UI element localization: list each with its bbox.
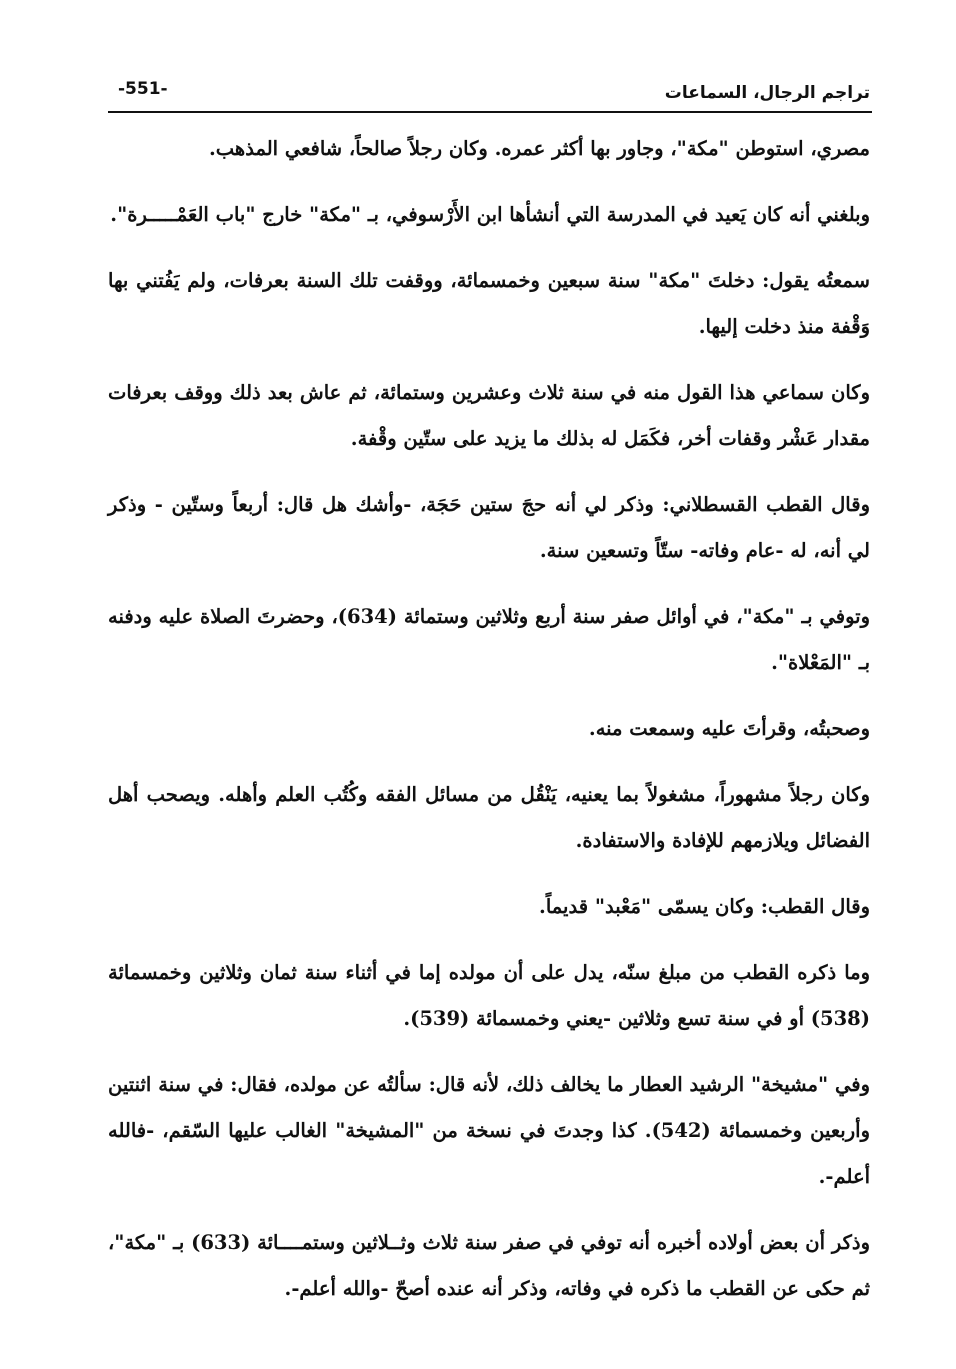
running-header (108, 70, 870, 114)
paragraph-12: وذكر أن بعض أولاده أخبره أنه توفي في صفر سنة ثلاث وثــلاثين وستمــــائة (633) بـ "مكة"، ثم حكى عن القطب ما ذكره في وفاته، وذكر أنه عنده أصحّ -والله أعلم-. (108, 1231, 871, 1300)
paragraph-2: وبلغني أنه كان يَعيد في المدرسة التي أنشأها ابن الأَرْسوفي، بـ "مكة" خارج "باب العَمْـــــرة". (110, 203, 870, 226)
main-text (108, 126, 870, 1332)
header-title: تراجم الرجال، السماعات (664, 83, 870, 103)
header-divider (108, 111, 872, 113)
paragraph-7: وصحبتُه، وقرأتَ عليه وسمعت منه. (588, 717, 870, 740)
paragraph-4: وكان سماعي هذا القول منه في سنة ثلاث وعشرين وستمائة، ثم عاش بعد ذلك ووقف بعرفات مقدار عَشْر وقفات أخر، فكَمَل له بذلك ما يزيد على ستّين وقْفة. (108, 381, 870, 450)
paragraph-8: وكان رجلاً مشهوراً، مشغولاً بما يعنيه، يَنْقُل من مسائل الفقه وكُتُب العلم وأهله. ويصحب أهل الفضائل ويلازمهم للإفادة والاستفادة. (108, 783, 870, 852)
paragraph-5: وقال القطب القسطلاني: وذكر لي أنه حجَ ستين حَجَة، -وأشك هل قال: أربعاً وستّين - وذكر لي أنه، له -عام وفاته- ستّاً وتسعين سنة. (108, 493, 870, 562)
page-number: -551- (118, 79, 168, 99)
paragraph-11: وفي "مشيخة" الرشيد العطار ما يخالف ذلك، لأنه قال: سألتُه عن مولده، فقال: في سنة اثنتين وأربعين وخمسمائة (542). كذا وجدتَ في نسخة من "المشيخة" الغالب عليها السّقم، -فالله أعلم-. (108, 1073, 870, 1188)
paragraph-9: وقال القطب: وكان يسمّى "مَعْبد" قديماً. (539, 895, 870, 918)
paragraph-3: سمعتُه يقول: دخلتَ "مكة" سنة سبعين وخمسمائة، ووقفت تلك السنة بعرفات، ولم يَفُتني بها وَقْفة منذ دخلت إليها. (108, 269, 870, 338)
paragraph-10: وما ذكره القطب من مبلغ سنّه، يدل على أن مولده إما في أثناء سنة ثمان وثلاثين وخمسمائة (538) أو في سنة تسع وثلاثين -يعني وخمسمائة (539). (108, 961, 870, 1030)
paragraph-1: مصري، استوطن "مكة"، وجاور بها أكثر عمره. وكان رجلاً صالحاً، شافعي المذهب. (208, 137, 870, 160)
paragraph-6: وتوفي بـ "مكة"، في أوائل صفر سنة أربع وثلاثين وستمائة (634)، وحضرتَ الصلاة عليه ودفنه بـ "المَعْلاة". (108, 605, 870, 674)
